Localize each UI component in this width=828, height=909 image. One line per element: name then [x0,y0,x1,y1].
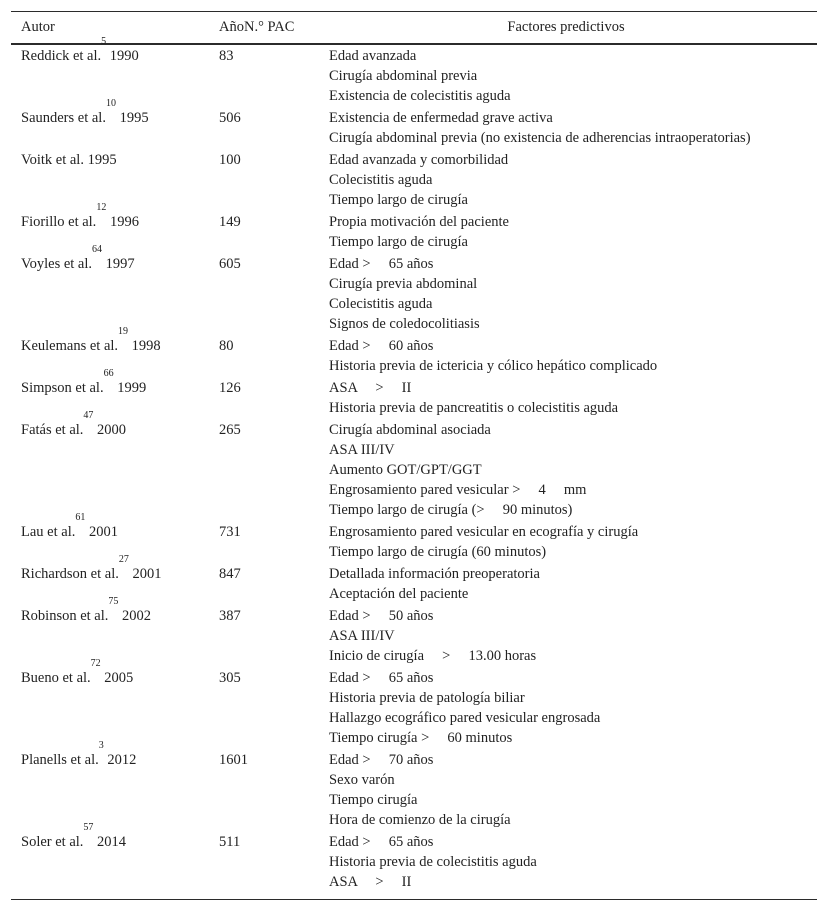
author-name: Robinson et al. [21,608,109,624]
pac-count: 100 [219,152,241,168]
factor-item: ASA III/IV [329,628,395,644]
factor-item: Engrosamiento pared vesicular > 4 mm [329,482,587,498]
author-name: Richardson et al. [21,566,119,582]
reference-number: 47 [83,410,94,421]
factors-cell [329,254,480,334]
reference-number: 3 [98,740,104,751]
year: 2000 [97,422,127,438]
factors-cell [329,564,540,604]
author-cell [21,740,137,770]
reference-number: 5 [101,36,107,47]
pac-count: 847 [219,566,241,582]
factor-item: Signos de coledocolitiasis [329,316,480,332]
factor-item: Edad avanzada y comorbilidad [329,152,509,168]
year: 1990 [109,48,139,64]
factor-item: Aceptación del paciente [329,586,469,602]
factors-cell [329,212,509,252]
reference-number: 64 [92,244,103,255]
author-cell [21,326,161,356]
author-cell [21,410,127,440]
factor-item: Tiempo largo de cirugía (60 minutos) [329,544,547,560]
factor-item: Tiempo cirugía [329,792,418,808]
factors-cell [329,336,657,376]
factor-item: Cirugía abdominal previa (no existencia de adherencias intraoperatorias) [329,130,751,146]
year: 1999 [117,380,147,396]
factor-item: Edad > 70 años [329,752,434,768]
factors-cell [329,150,508,210]
header-autor: Autor [21,19,55,35]
factor-item: Hallazgo ecográfico pared vesicular engrosada [329,710,601,726]
factor-item: Edad > 65 años [329,670,434,686]
author-cell [21,150,117,170]
author-name: Simpson et al. [21,380,104,396]
factor-item: Existencia de colecistitis aguda [329,88,511,104]
author-cell [21,512,118,542]
reference-number: 27 [118,554,129,565]
factor-item: Tiempo largo de cirugía [329,234,468,250]
reference-number: 61 [75,512,86,523]
pac-count: 506 [219,110,241,126]
reference-number: 75 [108,596,119,607]
reference-number: 66 [103,368,114,379]
year: 2014 [97,834,127,850]
author-cell [21,244,135,274]
factor-item: Colecistitis aguda [329,296,433,312]
author-cell [21,98,149,128]
factor-item: ASA III/IV [329,442,395,458]
factor-item: Tiempo largo de cirugía [329,192,468,208]
author-cell [21,202,139,232]
factor-item: Historia previa de patología biliar [329,690,525,706]
factor-item: Edad > 60 años [329,338,434,354]
year: 1996 [109,214,139,230]
factor-item: Edad > 50 años [329,608,434,624]
header-anio-pac: AñoN.° PAC [219,19,295,35]
factor-item: Historia previa de colecistitis aguda [329,854,537,870]
factor-item: Cirugía previa abdominal [329,276,478,292]
pac-count: 305 [219,670,241,686]
factor-item: Detallada información preoperatoria [329,566,540,582]
factor-item: Cirugía abdominal previa [329,68,478,84]
year: 1995 [87,152,117,168]
factors-cell [329,108,751,148]
factors-cell [329,420,586,520]
author-name: Saunders et al. [21,110,106,126]
factor-item: ASA > II [329,380,412,396]
year: 2001 [88,524,118,540]
factors-cell [329,606,536,666]
pac-count: 511 [219,834,241,850]
author-cell [21,596,152,626]
factor-item: Hora de comienzo de la cirugía [329,812,511,828]
pac-count: 149 [219,214,241,230]
factors-cell [329,832,537,892]
factor-item: Existencia de enfermedad grave activa [329,110,553,126]
pac-count: 265 [219,422,241,438]
factor-item: Tiempo largo de cirugía (> 90 minutos) [329,502,573,518]
factor-item: Historia previa de pancreatitis o colecistitis aguda [329,400,619,416]
factor-item: Cirugía abdominal asociada [329,422,491,438]
author-name: Voyles et al. [21,256,93,272]
factors-cell [329,378,618,418]
reference-number: 12 [96,202,107,213]
factor-item: Edad > 65 años [329,256,434,272]
factor-item: Propia motivación del paciente [329,214,509,230]
pac-count: 731 [219,524,241,540]
table-header [11,12,817,45]
pac-count: 80 [219,338,234,354]
factor-item: Sexo varón [329,772,395,788]
author-name: Soler et al. [21,834,84,850]
pac-count: 605 [219,256,241,272]
author-name: Fatás et al. [21,422,84,438]
factor-item: Tiempo cirugía > 60 minutos [329,730,513,746]
factors-cell [329,668,600,748]
author-name: Planells et al. [21,752,99,768]
factor-item: ASA > II [329,874,412,890]
factor-item: Colecistitis aguda [329,172,433,188]
author-cell [21,554,162,584]
author-cell [21,658,134,688]
author-name: Lau et al. [21,524,76,540]
pac-count: 83 [219,48,234,64]
reference-number: 19 [118,326,129,337]
reference-number: 72 [90,658,101,669]
year: 1998 [131,338,161,354]
author-name: Bueno et al. [21,670,91,686]
author-cell [21,368,147,398]
author-name: Fiorillo et al. [21,214,97,230]
author-name: Reddick et al. [21,48,102,64]
factor-item: Edad > 65 años [329,834,434,850]
year: 1997 [105,256,135,272]
predictive-factors-table [11,11,817,900]
factor-item: Edad avanzada [329,48,417,64]
author-cell [21,822,127,852]
pac-count: 387 [219,608,241,624]
pac-count: 126 [219,380,241,396]
author-name: Keulemans et al. [21,338,119,354]
factors-cell [329,522,638,562]
year: 2012 [107,752,137,768]
reference-number: 57 [83,822,94,833]
year: 2005 [104,670,134,686]
author-cell [21,36,139,66]
factor-item: Aumento GOT/GPT/GGT [329,462,482,478]
author-name: Voitk et al. [21,152,84,168]
year: 2002 [122,608,152,624]
factors-cell [329,750,511,830]
factor-item: Historia previa de ictericia y cólico hepático complicado [329,358,658,374]
factor-item: Engrosamiento pared vesicular en ecografía y cirugía [329,524,639,540]
year: 1995 [119,110,149,126]
year: 2001 [132,566,162,582]
factors-cell [329,46,511,106]
header-factores: Factores predictivos [507,19,625,35]
pac-count: 1601 [219,752,248,768]
factor-item: Inicio de cirugía > 13.00 horas [329,648,537,664]
reference-number: 10 [105,98,116,109]
